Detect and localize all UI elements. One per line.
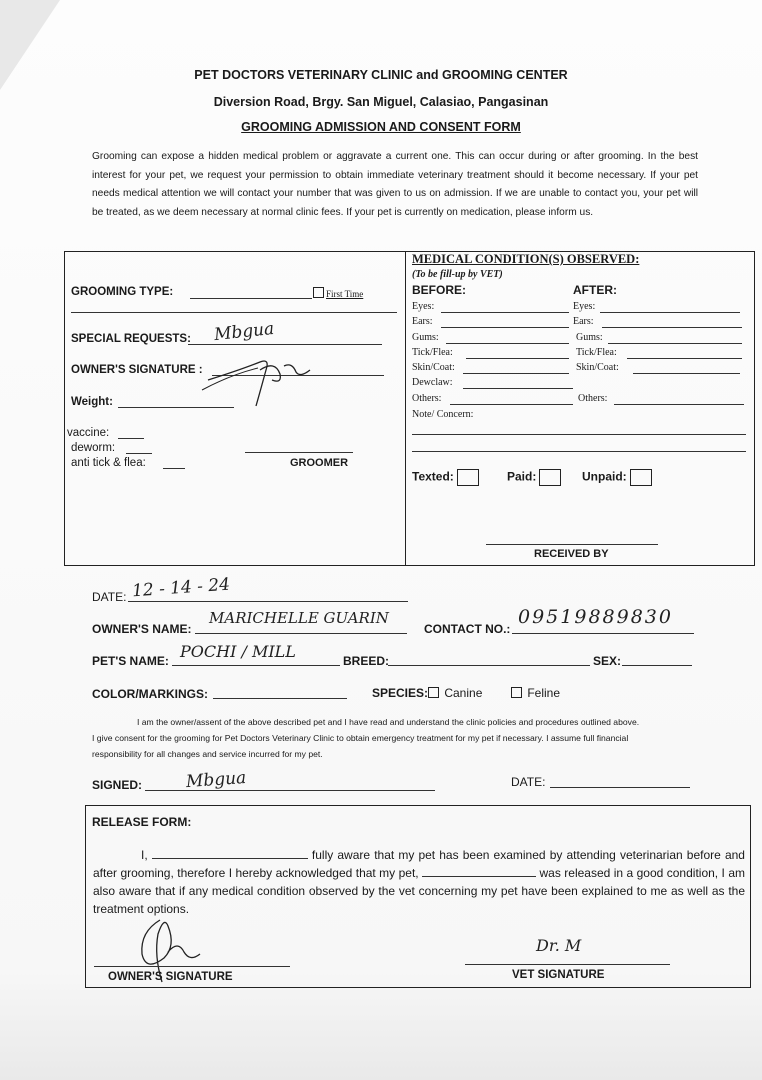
special-requests-value[interactable]: Mbgua	[213, 318, 276, 346]
after-tick-label: Tick/Flea:	[576, 347, 617, 358]
deworm-label: deworm:	[71, 442, 116, 454]
owner-signature-mark	[200, 340, 320, 410]
pet-name-value[interactable]: POCHI / MILL	[180, 642, 296, 661]
before-skin-label: Skin/Coat:	[412, 362, 455, 373]
before-gums-line[interactable]	[446, 343, 569, 344]
intro-paragraph: Grooming can expose a hidden medical problem or aggravate a current one. This can occur during or after grooming. In the best interest for your pet, we request your permission to obtain immediate veterinary treatment should it become necessary. If your pet needs medical attention we will contact your number that was given to us on admission. If we are unable to contact you, your pet will be treated, as we deem necessary at normal clinic fees. If your pet is currently on medication, please inform us.	[92, 151, 698, 218]
special-requests-label: SPECIAL REQUESTS:	[71, 333, 191, 345]
before-skin-line[interactable]	[463, 373, 569, 374]
after-eyes-line[interactable]	[600, 312, 740, 313]
before-gums-label: Gums:	[412, 332, 439, 343]
grooming-type-label: GROOMING TYPE:	[71, 286, 174, 298]
received-by-line[interactable]	[486, 544, 658, 545]
weight-label: Weight:	[71, 396, 113, 408]
after-others-label: Others:	[578, 393, 608, 404]
consent-line-1: I am the owner/assent of the above described pet and I have read and understand the clinic policies and procedures outlined above.	[137, 717, 640, 727]
owner-signature-label: OWNER'S SIGNATURE :	[71, 364, 203, 376]
owner-release-sig-line[interactable]	[94, 966, 290, 967]
grooming-type-line-2[interactable]	[71, 312, 397, 313]
anti-tick-line[interactable]	[163, 468, 185, 469]
sex-line[interactable]	[622, 665, 692, 666]
vet-sig-label: VET SIGNATURE	[512, 969, 605, 981]
after-gums-label: Gums:	[576, 332, 603, 343]
note-line-1[interactable]	[412, 434, 746, 435]
clinic-address: Diversion Road, Brgy. San Miguel, Calasiao, Pangasinan	[213, 95, 549, 109]
medical-subtitle: (To be fill-up by VET)	[412, 269, 503, 280]
feline-option[interactable]: Feline	[511, 686, 560, 700]
canine-option[interactable]: Canine	[428, 686, 482, 700]
dewclaw-label: Dewclaw:	[412, 377, 453, 388]
weight-line[interactable]	[118, 407, 234, 408]
before-eyes-line[interactable]	[441, 312, 569, 313]
before-tick-line[interactable]	[466, 358, 569, 359]
date-value[interactable]: 12 - 14 - 24	[131, 574, 231, 602]
vaccine-line[interactable]	[118, 438, 144, 439]
release-i: I,	[141, 848, 148, 862]
groomer-line[interactable]	[245, 452, 353, 453]
pet-name-line[interactable]	[172, 665, 340, 666]
after-gums-line[interactable]	[608, 343, 742, 344]
before-others-label: Others:	[412, 393, 442, 404]
box-divider	[405, 251, 406, 565]
first-time-checkbox[interactable]	[313, 287, 324, 298]
grooming-box	[64, 251, 755, 566]
release-name-blank[interactable]	[152, 846, 308, 859]
signed-value[interactable]: Mbgua	[185, 767, 247, 793]
canine-checkbox[interactable]	[428, 687, 439, 698]
after-tick-line[interactable]	[627, 358, 742, 359]
before-eyes-label: Eyes:	[412, 301, 435, 312]
clinic-name: PET DOCTORS VETERINARY CLINIC and GROOMING CENTER	[194, 68, 568, 82]
dewclaw-line[interactable]	[463, 388, 573, 389]
unpaid-checkbox[interactable]	[630, 469, 652, 486]
consent-line-3: responsibility for all changes and service incurred for my pet.	[92, 749, 323, 759]
paid-field[interactable]: Paid:	[507, 469, 561, 486]
texted-field[interactable]: Texted:	[412, 469, 479, 486]
before-ears-label: Ears:	[412, 316, 433, 327]
date-line[interactable]	[128, 601, 408, 602]
feline-checkbox[interactable]	[511, 687, 522, 698]
breed-label: BREED:	[343, 654, 390, 668]
groomer-label: GROOMER	[290, 457, 349, 469]
deworm-line[interactable]	[126, 453, 152, 454]
before-heading: BEFORE:	[412, 283, 466, 297]
note-line-2[interactable]	[412, 451, 746, 452]
first-time-option[interactable]: First Time	[313, 287, 363, 299]
vet-sig-line[interactable]	[465, 964, 670, 965]
received-by-label: RECEIVED BY	[534, 548, 609, 560]
grooming-type-line[interactable]	[190, 298, 312, 299]
vaccine-label: vaccine:	[67, 427, 110, 439]
contact-line[interactable]	[512, 633, 694, 634]
breed-line[interactable]	[388, 665, 590, 666]
unpaid-field[interactable]: Unpaid:	[582, 469, 652, 486]
date2-line[interactable]	[550, 787, 690, 788]
signed-label: SIGNED:	[92, 778, 143, 792]
release-text	[93, 846, 745, 918]
paid-checkbox[interactable]	[539, 469, 561, 486]
form-title: GROOMING ADMISSION AND CONSENT FORM	[241, 120, 521, 134]
after-heading: AFTER:	[573, 283, 617, 297]
date-label: DATE:	[92, 590, 127, 604]
release-pet-blank[interactable]	[422, 864, 536, 877]
after-skin-label: Skin/Coat:	[576, 362, 619, 373]
before-others-line[interactable]	[450, 404, 573, 405]
note-label: Note/ Concern:	[412, 409, 474, 420]
consent-line-2: I give consent for the grooming for Pet Doctors Veterinary Clinic to obtain emergency treatment for my pet if necessary. I assume full financial	[92, 733, 629, 743]
release-p1: fully aware that my pet has been examined by attending veterinarian before and after grooming, therefore I hereby acknowledged that my pet,	[93, 848, 745, 880]
after-ears-label: Ears:	[573, 316, 594, 327]
owner-name-value[interactable]: MARICHELLE GUARIN	[209, 609, 389, 627]
date2-label: DATE:	[511, 775, 546, 789]
contact-value[interactable]: 09519889830	[518, 606, 673, 628]
owner-name-label: OWNER'S NAME:	[92, 622, 192, 636]
pet-name-label: PET'S NAME:	[92, 654, 169, 668]
after-others-line[interactable]	[614, 404, 744, 405]
contact-label: CONTACT NO.:	[424, 622, 511, 636]
color-label: COLOR/MARKINGS:	[92, 687, 208, 701]
medical-title: MEDICAL CONDITION(S) OBSERVED:	[412, 252, 640, 266]
before-ears-line[interactable]	[441, 327, 569, 328]
after-eyes-label: Eyes:	[573, 301, 596, 312]
anti-tick-label: anti tick & flea:	[71, 457, 146, 469]
after-skin-line[interactable]	[633, 373, 740, 374]
sex-label: SEX:	[593, 654, 622, 668]
before-tick-label: Tick/Flea:	[412, 347, 453, 358]
release-p2: was released in a good condition, I am also aware that if any medical condition observed by the vet concerning my pet have been explained to me as well as the treatment options.	[93, 866, 745, 916]
species-label: SPECIES:	[372, 686, 429, 700]
owner-release-sig-label: OWNER'S SIGNATURE	[108, 971, 233, 983]
texted-checkbox[interactable]	[457, 469, 479, 486]
color-line[interactable]	[213, 698, 347, 699]
release-title: RELEASE FORM:	[92, 815, 192, 829]
vet-signature-value[interactable]: Dr. M	[536, 936, 582, 955]
after-ears-line[interactable]	[602, 327, 742, 328]
owner-name-line[interactable]	[195, 633, 407, 634]
